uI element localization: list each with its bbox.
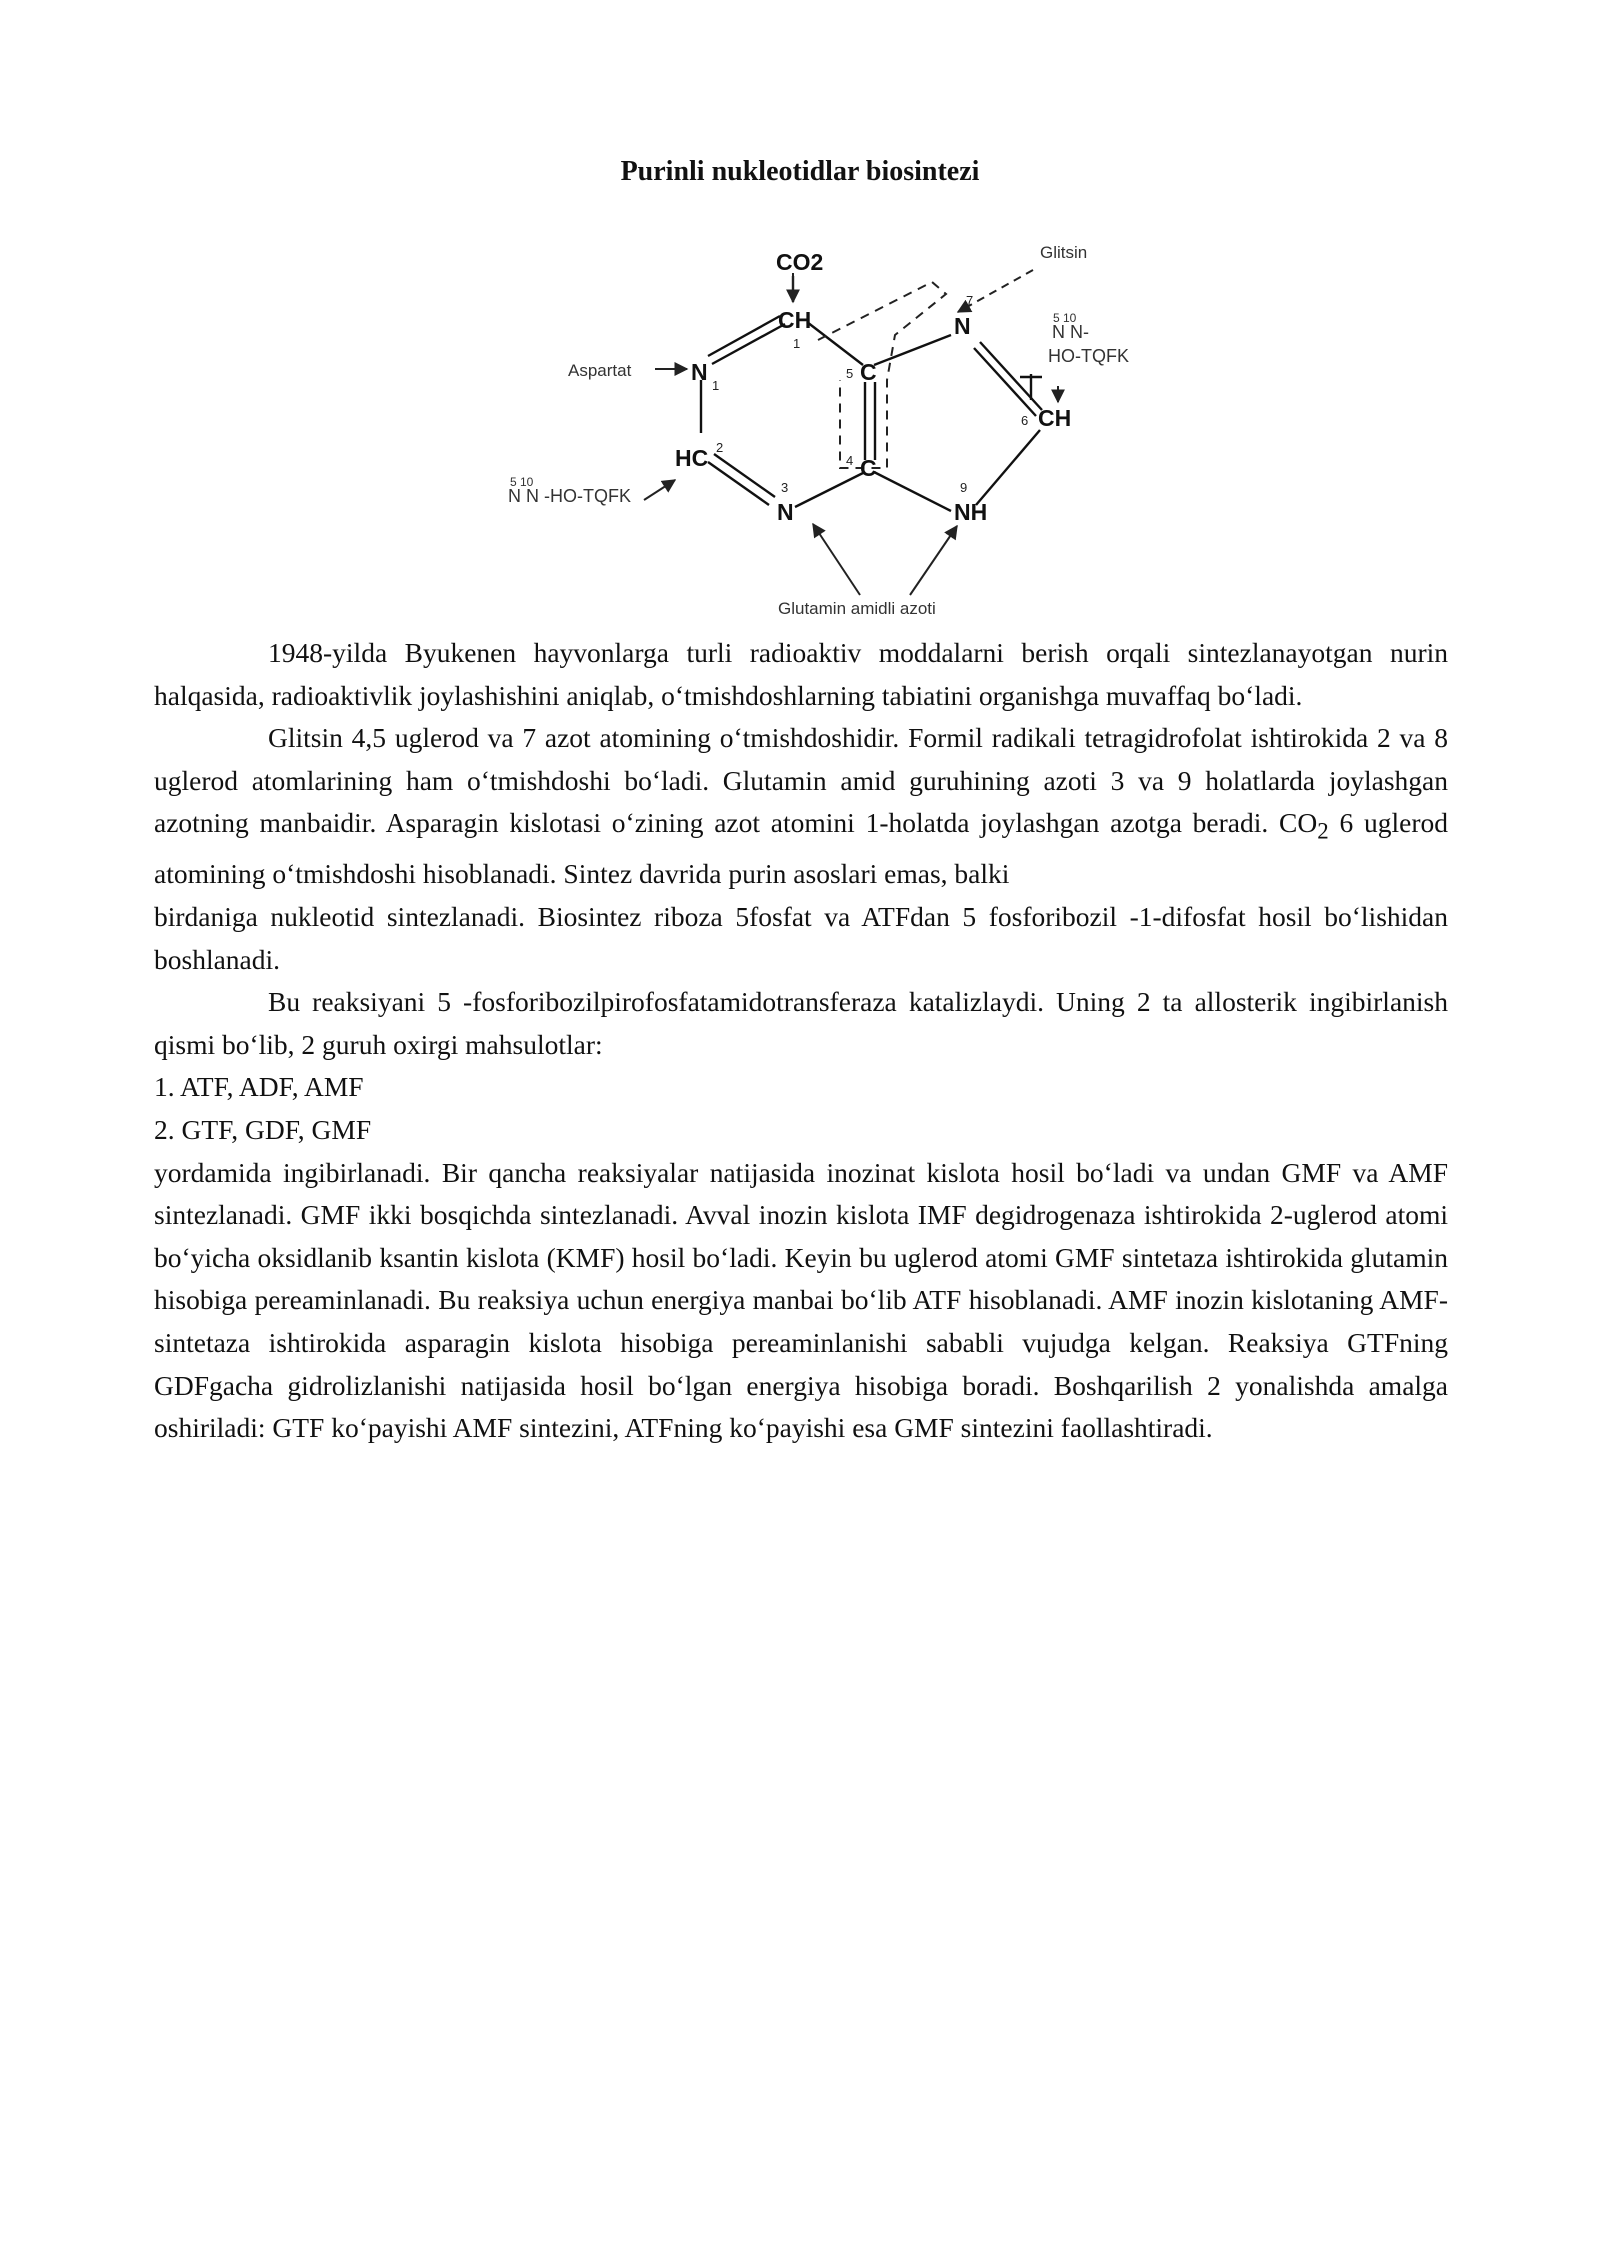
- list-item-1: 1. ATF, ADF, AMF: [154, 1071, 364, 1103]
- position-9: 9: [960, 480, 968, 495]
- label-co2: CO2: [776, 249, 824, 275]
- label-formyl-right-line2: HO-TQFK: [1048, 346, 1129, 366]
- paragraph-3: birdaniga nukleotid sintezlanadi. Biosintez riboza 5fosfat va ATFdan 5 fosforibozil -1-difosfat hosil bo‘lishidan boshlanadi.: [154, 901, 1448, 975]
- position-4: 4: [846, 453, 854, 468]
- list-item-2: 2. GTF, GDF, GMF: [154, 1114, 372, 1146]
- label-formyl-right-super: 5 10: [1053, 311, 1077, 325]
- position-3: 3: [781, 480, 789, 495]
- page-title: Purinli nukleotidlar biosintezi: [620, 156, 980, 187]
- atom-n3: N: [777, 499, 794, 525]
- atom-n9: NH: [954, 499, 988, 525]
- paragraph-2: [154, 717, 1448, 896]
- position-1: 1: [793, 336, 801, 351]
- label-glutamin: Glutamin amidli azoti: [778, 599, 936, 618]
- label-formyl-left: N N -HO-TQFK: [508, 486, 631, 506]
- atom-c6: CH: [778, 307, 812, 333]
- paragraph-4: Bu reaksiyani 5 -fosforibozilpirofosfatamidotransferaza katalizlaydi. Uning 2 ta allosterik ingibirlanish qismi bo‘lib, 2 guruh oxirgi mahsulotlar:: [154, 986, 1448, 1060]
- paragraph-2-part-a: Glitsin 4,5 uglerod va 7 azot atomining o‘tmishdoshidir. Formil radikali tetragidrofolat ishtirokida 2 va 8 uglerod atomlarining ham o‘tmishdoshi bo‘ladi. Glutamin amid guruhining azoti 3 va 9 holatlarda joylashgan azotning manbaidir. Asparagin kislotasi o‘zining azot atomini 1-holatda joylashgan azotga beradi. CO: [154, 722, 1448, 839]
- label-formyl-left-super: 5 10: [510, 475, 534, 489]
- label-formyl-right-line1: N N-: [1052, 322, 1089, 342]
- paragraph-2-part-b: 6 uglerod atomining o‘tmishdoshi hisoblanadi. Sintez davrida purin asoslari emas, balki: [154, 807, 1448, 890]
- atom-c8: CH: [1038, 405, 1072, 431]
- atom-c2: HC: [675, 445, 709, 471]
- purine-structure-diagram: [480, 240, 1140, 630]
- glycine-dashed-outline: [818, 282, 946, 468]
- position-5: 5: [846, 366, 854, 381]
- source-labels: [508, 243, 1129, 618]
- position-2: 2: [716, 440, 724, 455]
- arrows: [644, 270, 1058, 595]
- co2-subscript: 2: [1317, 818, 1329, 844]
- atom-n1: N: [691, 359, 708, 385]
- position-1-n: 1: [712, 378, 720, 393]
- body-text: [154, 632, 1448, 1450]
- atom-n7: N: [954, 313, 971, 339]
- position-7: 7: [966, 293, 974, 308]
- atom-c5: C: [860, 359, 877, 385]
- paragraph-1: 1948-yilda Byukenen hayvonlarga turli radioaktiv moddalarni berish orqali sintezlanayotgan nurin halqasida, radioaktivlik joylashishini aniqlab, o‘tmishdoshlarning tabiatini organishga muvaffaq bo‘ladi.: [154, 637, 1448, 711]
- label-aspartat: Aspartat: [568, 361, 632, 380]
- ring-atoms: [675, 307, 1071, 525]
- position-6: 6: [1021, 413, 1029, 428]
- paragraph-5: yordamida ingibirlanadi. Bir qancha reaksiyalar natijasida inozinat kislota hosil bo‘ladi va undan GMF va AMF sintezlanadi. GMF ikki bosqichda sintezlanadi. Avval inozin kislota IMF degidrogenaza ishtirokida 2-uglerod atomi bo‘yicha oksidlanib ksantin kislota (KMF) hosil bo‘ladi. Keyin bu uglerod atomi GMF sintetaza ishtirokida glutamin hisobiga pereaminlanadi. Bu reaksiya uchun energiya manbai bo‘lib ATF hisoblanadi. AMF inozin kislotaning AMF-sintetaza ishtirokida asparagin kislota hisobiga pereaminlanishi sababli vujudga kelgan. Reaksiya GTFning GDFgacha gidrolizlanishi natijasida hosil bo‘lgan energiya hisobiga boradi. Boshqarilish 2 yonalishda amalga oshiriladi: GTF ko‘payishi AMF sintezini, ATFning ko‘payishi esa GMF sintezini faollashtiradi.: [154, 1156, 1448, 1444]
- label-glitsin: Glitsin: [1040, 243, 1088, 262]
- atom-c4: C: [860, 455, 877, 481]
